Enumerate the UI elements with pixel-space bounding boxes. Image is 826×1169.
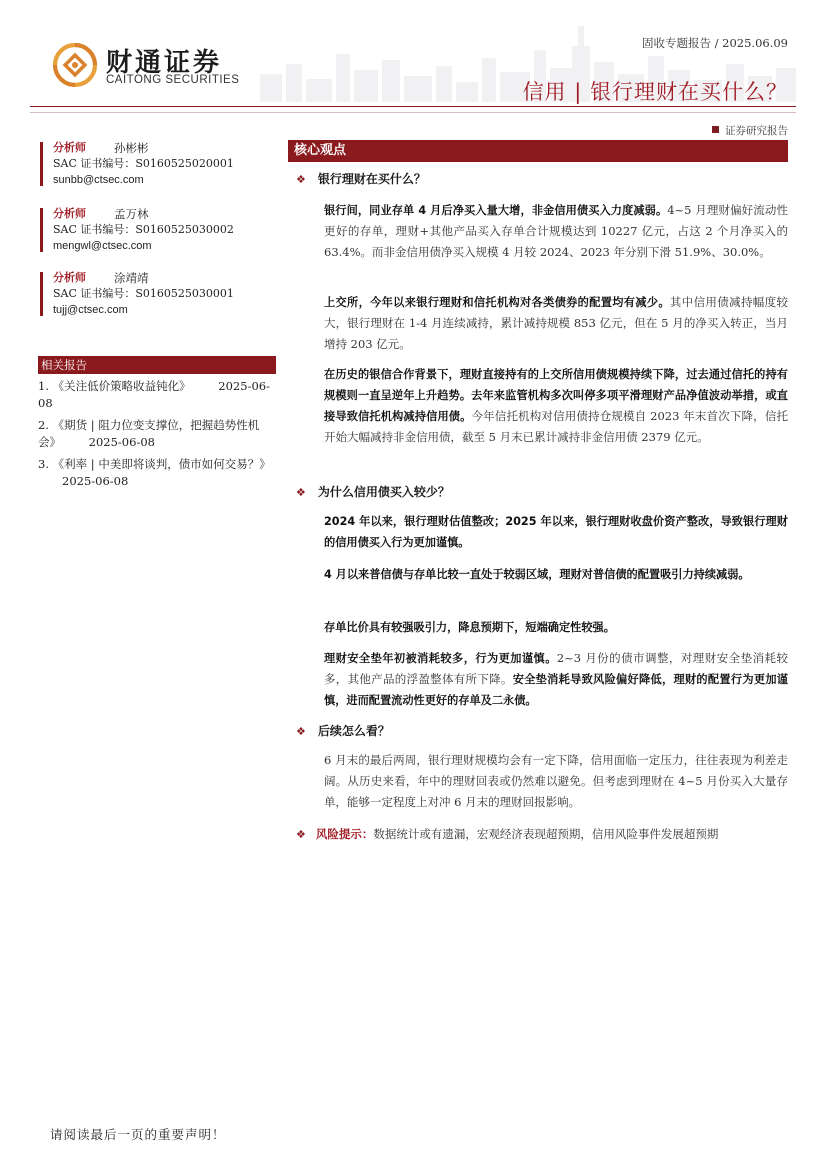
related-report-item[interactable]	[38, 417, 280, 451]
header-divider	[30, 106, 796, 107]
paragraph	[324, 292, 788, 355]
analyst-card	[40, 140, 280, 190]
paragraph-lead: 在历史的银信合作背景下，理财直接持有的上交所信用债规模持续下降，过去通过信托的持有规模则一直呈逆年上升趋势。去年来监管机构多次叫停多项平滑理财产品净值波动举措，或直接导致信托机构减持信用债。	[324, 368, 788, 423]
analyst-sac: SAC 证书编号：S0160525020001	[53, 157, 234, 170]
diamond-bullet-icon: ❖	[296, 828, 306, 841]
question-text: 后续怎么看？	[317, 724, 390, 738]
risk-text: 数据统计或有遗漏，宏观经济表现超预期，信用风险事件发展超预期	[373, 827, 719, 841]
header-divider-thin	[30, 112, 796, 113]
related-report-date: 2025-06-08	[38, 379, 270, 410]
analyst-role: 分析师	[53, 207, 86, 220]
paragraph-lead: 银行间，同业存单 4 月后净买入量大增，非金信用债买入力度减弱。	[324, 204, 668, 217]
analyst-name: 涂靖靖	[114, 271, 149, 285]
paragraph-body: 6 月末的最后两周，银行理财规模均会有一定下降，信用面临一定压力，往往表现为利差走阔。从历史来看，年中的理财回表或仍然难以避免。但考虑到理财在 4~5 月份买入大量存单，能够一定程度上对冲 6 月末的理财回报影响。	[324, 753, 788, 809]
paragraph-body: 2~3 月份的债市调整，对理财安全垫消耗较多，其他产品的浮盈整体有所下降。	[324, 651, 788, 686]
diamond-bullet-icon: ❖	[296, 725, 306, 738]
risk-warning	[296, 824, 788, 845]
paragraph	[324, 750, 788, 813]
footer-disclaimer: 请阅读最后一页的重要声明！	[50, 1127, 226, 1142]
paragraph	[324, 364, 788, 448]
report-type	[712, 123, 788, 138]
question-text: 银行理财在买什么？	[317, 172, 426, 186]
square-bullet-icon	[712, 126, 719, 133]
analyst-role: 分析师	[53, 141, 86, 154]
caitong-logo-icon	[52, 42, 98, 88]
paragraph	[324, 564, 788, 585]
analyst-accent-bar	[40, 272, 43, 316]
logo-english-name: CAITONG SECURITIES	[106, 74, 240, 86]
paragraph-body: 4~5 月理财偏好流动性更好的存单，理财+其他产品买入存单合计规模达到 10227 亿元，占这 2 个月净买入的 63.4%。而非金信用债净买入规模 4 月较 2024、2023 年分别下滑 51.9%、30.0%。	[324, 203, 788, 259]
related-report-title[interactable]: 2. 《期货 | 阻力位变支撑位，把握趋势性机会》	[38, 418, 260, 449]
paragraph	[324, 648, 788, 711]
paragraph-lead: 4 月以来普信债与存单比较一直处于较弱区域，理财对普信债的配置吸引力持续减弱。	[324, 568, 750, 581]
section-question	[296, 170, 426, 187]
analyst-name: 孟万林	[114, 207, 149, 221]
related-report-item[interactable]	[38, 378, 280, 412]
report-title: 信用 | 银行理财在买什么？	[522, 80, 788, 104]
analyst-sac: SAC 证书编号：S0160525030002	[53, 223, 234, 236]
paragraph-lead: 2024 年以来，银行理财估值整改；2025 年以来，银行理财收盘价资产整改，导致银行理财的信用债买入行为更加谨慎。	[324, 515, 788, 549]
paragraph-emphasis: 安全垫消耗导致风险偏好降低，理财的配置行为更加谨慎，进而配置流动性更好的存单及二永债。	[324, 673, 788, 707]
analyst-email[interactable]: tujj@ctsec.com	[53, 304, 128, 316]
analyst-accent-bar	[40, 142, 43, 186]
diamond-bullet-icon: ❖	[296, 486, 306, 499]
report-meta: 固收专题报告 / 2025.06.09	[641, 36, 788, 50]
analyst-name: 孙彬彬	[114, 141, 149, 155]
logo-chinese-name: 财通证券	[106, 48, 223, 78]
caitong-logo	[52, 40, 248, 90]
analyst-card	[40, 270, 280, 320]
analyst-sac: SAC 证书编号：S0160525030001	[53, 287, 234, 300]
related-reports-heading: 相关报告	[38, 356, 276, 374]
paragraph	[324, 511, 788, 553]
related-report-date: 2025-06-08	[88, 435, 155, 449]
risk-label: 风险提示：	[315, 827, 374, 841]
report-type-label: 证券研究报告	[725, 125, 788, 137]
related-report-title[interactable]: 3. 《利率 | 中美即将谈判，债市如何交易？》	[38, 457, 271, 471]
question-text: 为什么信用债买入较少？	[317, 485, 450, 499]
section-question	[296, 722, 390, 739]
related-report-title[interactable]: 1. 《关注低价策略收益钝化》	[38, 379, 191, 393]
analyst-email[interactable]: mengwl@ctsec.com	[53, 240, 152, 252]
diamond-bullet-icon: ❖	[296, 173, 306, 186]
analyst-role: 分析师	[53, 271, 86, 284]
paragraph-lead: 理财安全垫年初被消耗较多，行为更加谨慎。	[324, 652, 557, 665]
paragraph-body: 今年信托机构对信用债持仓规模自 2023 年末首次下降，信托开始大幅减持非金信用债，截至 5 月末已累计减持非金信用债 2379 亿元。	[324, 409, 788, 444]
paragraph	[324, 617, 788, 638]
related-report-item[interactable]	[38, 456, 280, 490]
related-report-date: 2025-06-08	[62, 474, 129, 488]
paragraph-lead: 存单比价具有较强吸引力，降息预期下，短端确定性较强。	[324, 621, 615, 634]
section-question	[296, 483, 450, 500]
paragraph-lead: 上交所，今年以来银行理财和信托机构对各类债券的配置均有减少。	[324, 296, 670, 309]
paragraph	[324, 200, 788, 263]
analyst-email[interactable]: sunbb@ctsec.com	[53, 174, 144, 186]
related-reports-list	[38, 378, 280, 495]
analyst-card	[40, 206, 280, 256]
paragraph-body: 其中信用债减持幅度较大，银行理财在 1-4 月连续减持，累计减持规模 853 亿元，但在 5 月的净买入转正，当月增持 203 亿元。	[324, 295, 788, 351]
analyst-accent-bar	[40, 208, 43, 252]
core-views-heading: 核心观点	[288, 140, 788, 162]
